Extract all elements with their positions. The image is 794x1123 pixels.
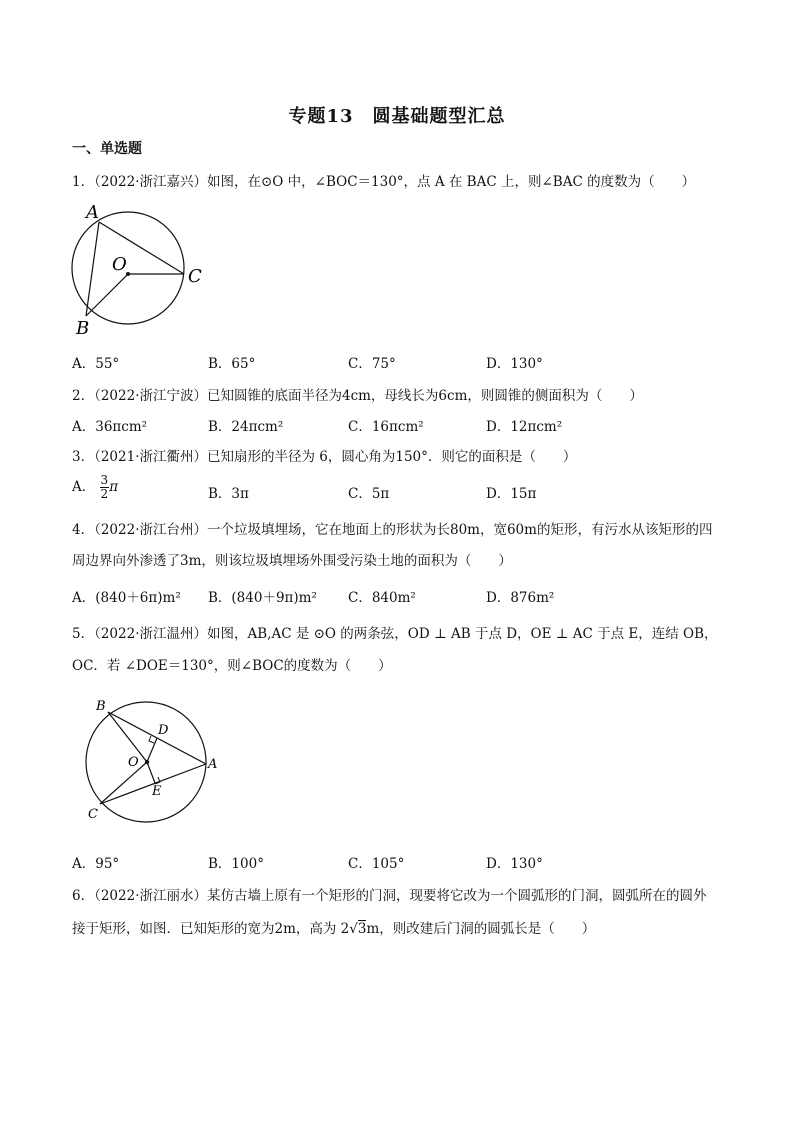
page-title: 专题13 圆基础题型汇总 [288, 106, 506, 127]
q3-option-a[interactable] [72, 474, 118, 501]
question-6-line-1: 6．（2022·浙江丽水）某仿古墙上原有一个矩形的门洞，现要将它改为一个圆弧形的门洞，圆弧所在的圆外 [72, 888, 707, 904]
q3-option-a-suffix: π [109, 479, 119, 495]
q3-option-d[interactable]: D．15π [486, 486, 537, 502]
question-1-figure [66, 200, 216, 340]
fraction-numerator: 3 [100, 473, 109, 487]
label-b: B [76, 318, 90, 339]
question-2-text: 2．（2022·浙江宁波）已知圆锥的底面半径为4cm，母线长为6cm，则圆锥的侧面积为（ ） [72, 388, 643, 404]
q4-option-b[interactable]: B．(840＋9π)m² [208, 590, 317, 606]
q3-option-a-prefix: A． [72, 479, 96, 495]
question-5-line-2: OC．若 ∠DOE＝130°，则∠BOC的度数为（ ） [72, 658, 392, 674]
q4-option-d[interactable]: D．876m² [486, 590, 555, 606]
q1-option-a[interactable]: A．55° [72, 356, 120, 372]
sqrt-radicand: 3 [357, 921, 367, 937]
label-c: C [188, 266, 202, 287]
fraction-denominator: 2 [100, 487, 109, 501]
question-6-line-2-start: 接于矩形，如图．已知矩形的宽为2m，高为 2 [72, 921, 350, 937]
q4-option-a[interactable]: A．(840＋6π)m² [72, 590, 181, 606]
question-4-line-2: 周边界向外渗透了3m，则该垃圾填埋场外围受污染土地的面积为（ ） [72, 553, 512, 569]
question-5-figure [84, 694, 234, 828]
question-6-line-2-end: m，则改建后门洞的圆弧长是（ ） [366, 921, 596, 937]
q1-option-c[interactable]: C．75° [348, 356, 396, 372]
label-e: E [152, 784, 162, 799]
q2-option-d[interactable]: D．12πcm² [486, 419, 563, 435]
question-6-line-2 [72, 917, 595, 937]
q5-option-b[interactable]: B．100° [208, 856, 264, 872]
label-a: A [86, 202, 99, 223]
sqrt-sign: √ [349, 921, 358, 937]
label-o: O [128, 755, 139, 770]
q3-option-c[interactable]: C．5π [348, 486, 390, 502]
question-5-line-1: 5．（2022·浙江温州）如图，AB,AC 是 ⊙O 的两条弦，OD ⊥ AB 于点 D，OE ⊥ AC 于点 E，连结 OB， [72, 626, 718, 642]
label-a: A [208, 757, 218, 772]
label-c: C [88, 807, 98, 822]
q5-option-a[interactable]: A．95° [72, 856, 120, 872]
question-3-text: 3．（2021·浙江衢州）已知扇形的半径为 6，圆心角为150°．则它的面积是（ ） [72, 449, 577, 465]
label-o: O [112, 254, 127, 275]
q2-option-b[interactable]: B．24πcm² [208, 419, 284, 435]
q2-option-a[interactable]: A．36πcm² [72, 419, 148, 435]
q3-option-b[interactable]: B．3π [208, 486, 249, 502]
question-1-text: 1．（2022·浙江嘉兴）如图，在⊙O 中，∠BOC＝130°，点 A 在 BAC 上，则∠BAC 的度数为（ ） [72, 174, 696, 190]
q2-option-c[interactable]: C．16πcm² [348, 419, 424, 435]
label-b: B [96, 699, 106, 714]
question-4-line-1: 4．（2022·浙江台州）一个垃圾填埋场，它在地面上的形状为长80m，宽60m的矩形，有污水从该矩形的四 [72, 522, 713, 538]
q5-option-d[interactable]: D．130° [486, 856, 543, 872]
q1-option-d[interactable]: D．130° [486, 356, 543, 372]
q5-option-c[interactable]: C．105° [348, 856, 405, 872]
section-heading: 一、单选题 [72, 141, 142, 157]
label-d: D [158, 723, 169, 738]
fraction [100, 474, 110, 501]
q4-option-c[interactable]: C．840m² [348, 590, 416, 606]
q1-option-b[interactable]: B．65° [208, 356, 256, 372]
